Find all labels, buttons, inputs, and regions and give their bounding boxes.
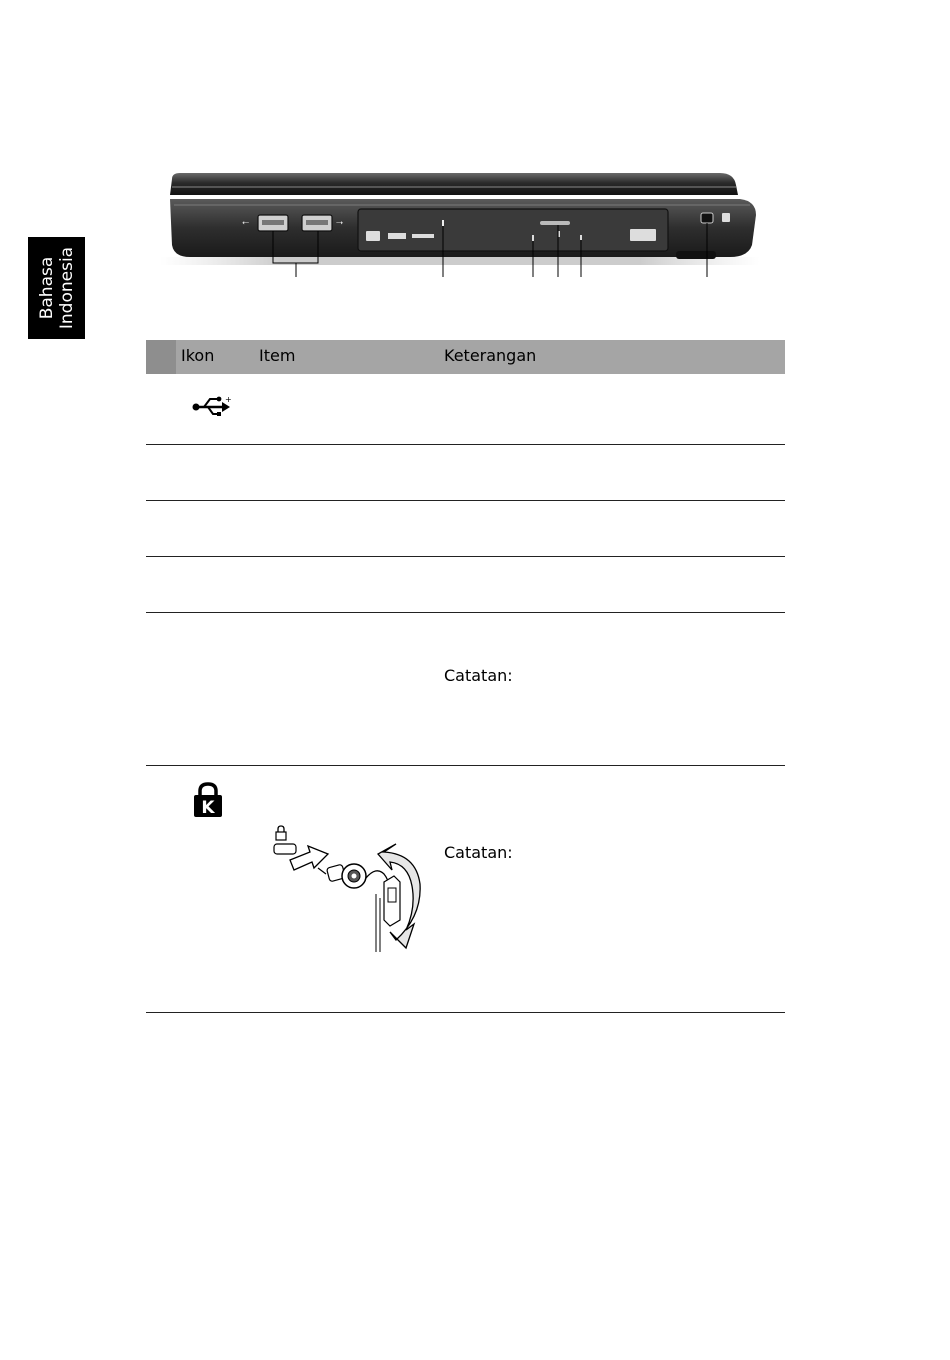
- lock-cable-diagram: [266, 824, 436, 954]
- header-item: Item: [259, 346, 296, 365]
- cable-anchor: [376, 876, 400, 952]
- table-row: [146, 766, 785, 1013]
- laptop-lid: [170, 173, 738, 195]
- table-row: [146, 557, 785, 613]
- table-row: [146, 613, 785, 766]
- slot-tab: [274, 844, 296, 854]
- svg-text:⭠: ⭠: [242, 218, 250, 228]
- note-label: Catatan:: [444, 843, 513, 862]
- padlock-glyph: [276, 826, 286, 840]
- usb-icon: [192, 394, 232, 420]
- language-tab-line-2: Indonesia: [56, 246, 77, 330]
- arrow-tail: [318, 868, 326, 874]
- language-side-tab: [28, 237, 85, 339]
- svg-text:⭢: ⭢: [336, 218, 344, 228]
- header-description: Keterangan: [444, 346, 537, 365]
- floor-shadow: [160, 257, 760, 265]
- table-row: [146, 501, 785, 557]
- svg-text:+: +: [225, 395, 232, 404]
- svg-text:K: K: [201, 798, 215, 818]
- table-row: [146, 445, 785, 501]
- table-row: [146, 374, 785, 445]
- laptop-side-view-illustration: [160, 165, 770, 290]
- header-number-cell: [146, 340, 176, 374]
- kensington-lock-icon: [192, 782, 224, 818]
- port-description-table: [146, 340, 785, 1013]
- note-label: Catatan:: [444, 666, 513, 685]
- optical-drive-bay: [358, 209, 668, 251]
- table-header: [146, 340, 785, 374]
- language-tab-line-1: Bahasa: [36, 256, 57, 320]
- lock-head: [326, 864, 366, 888]
- laptop-foot: [676, 251, 716, 259]
- header-icon: Ikon: [181, 346, 215, 365]
- language-tab-text: [37, 247, 77, 329]
